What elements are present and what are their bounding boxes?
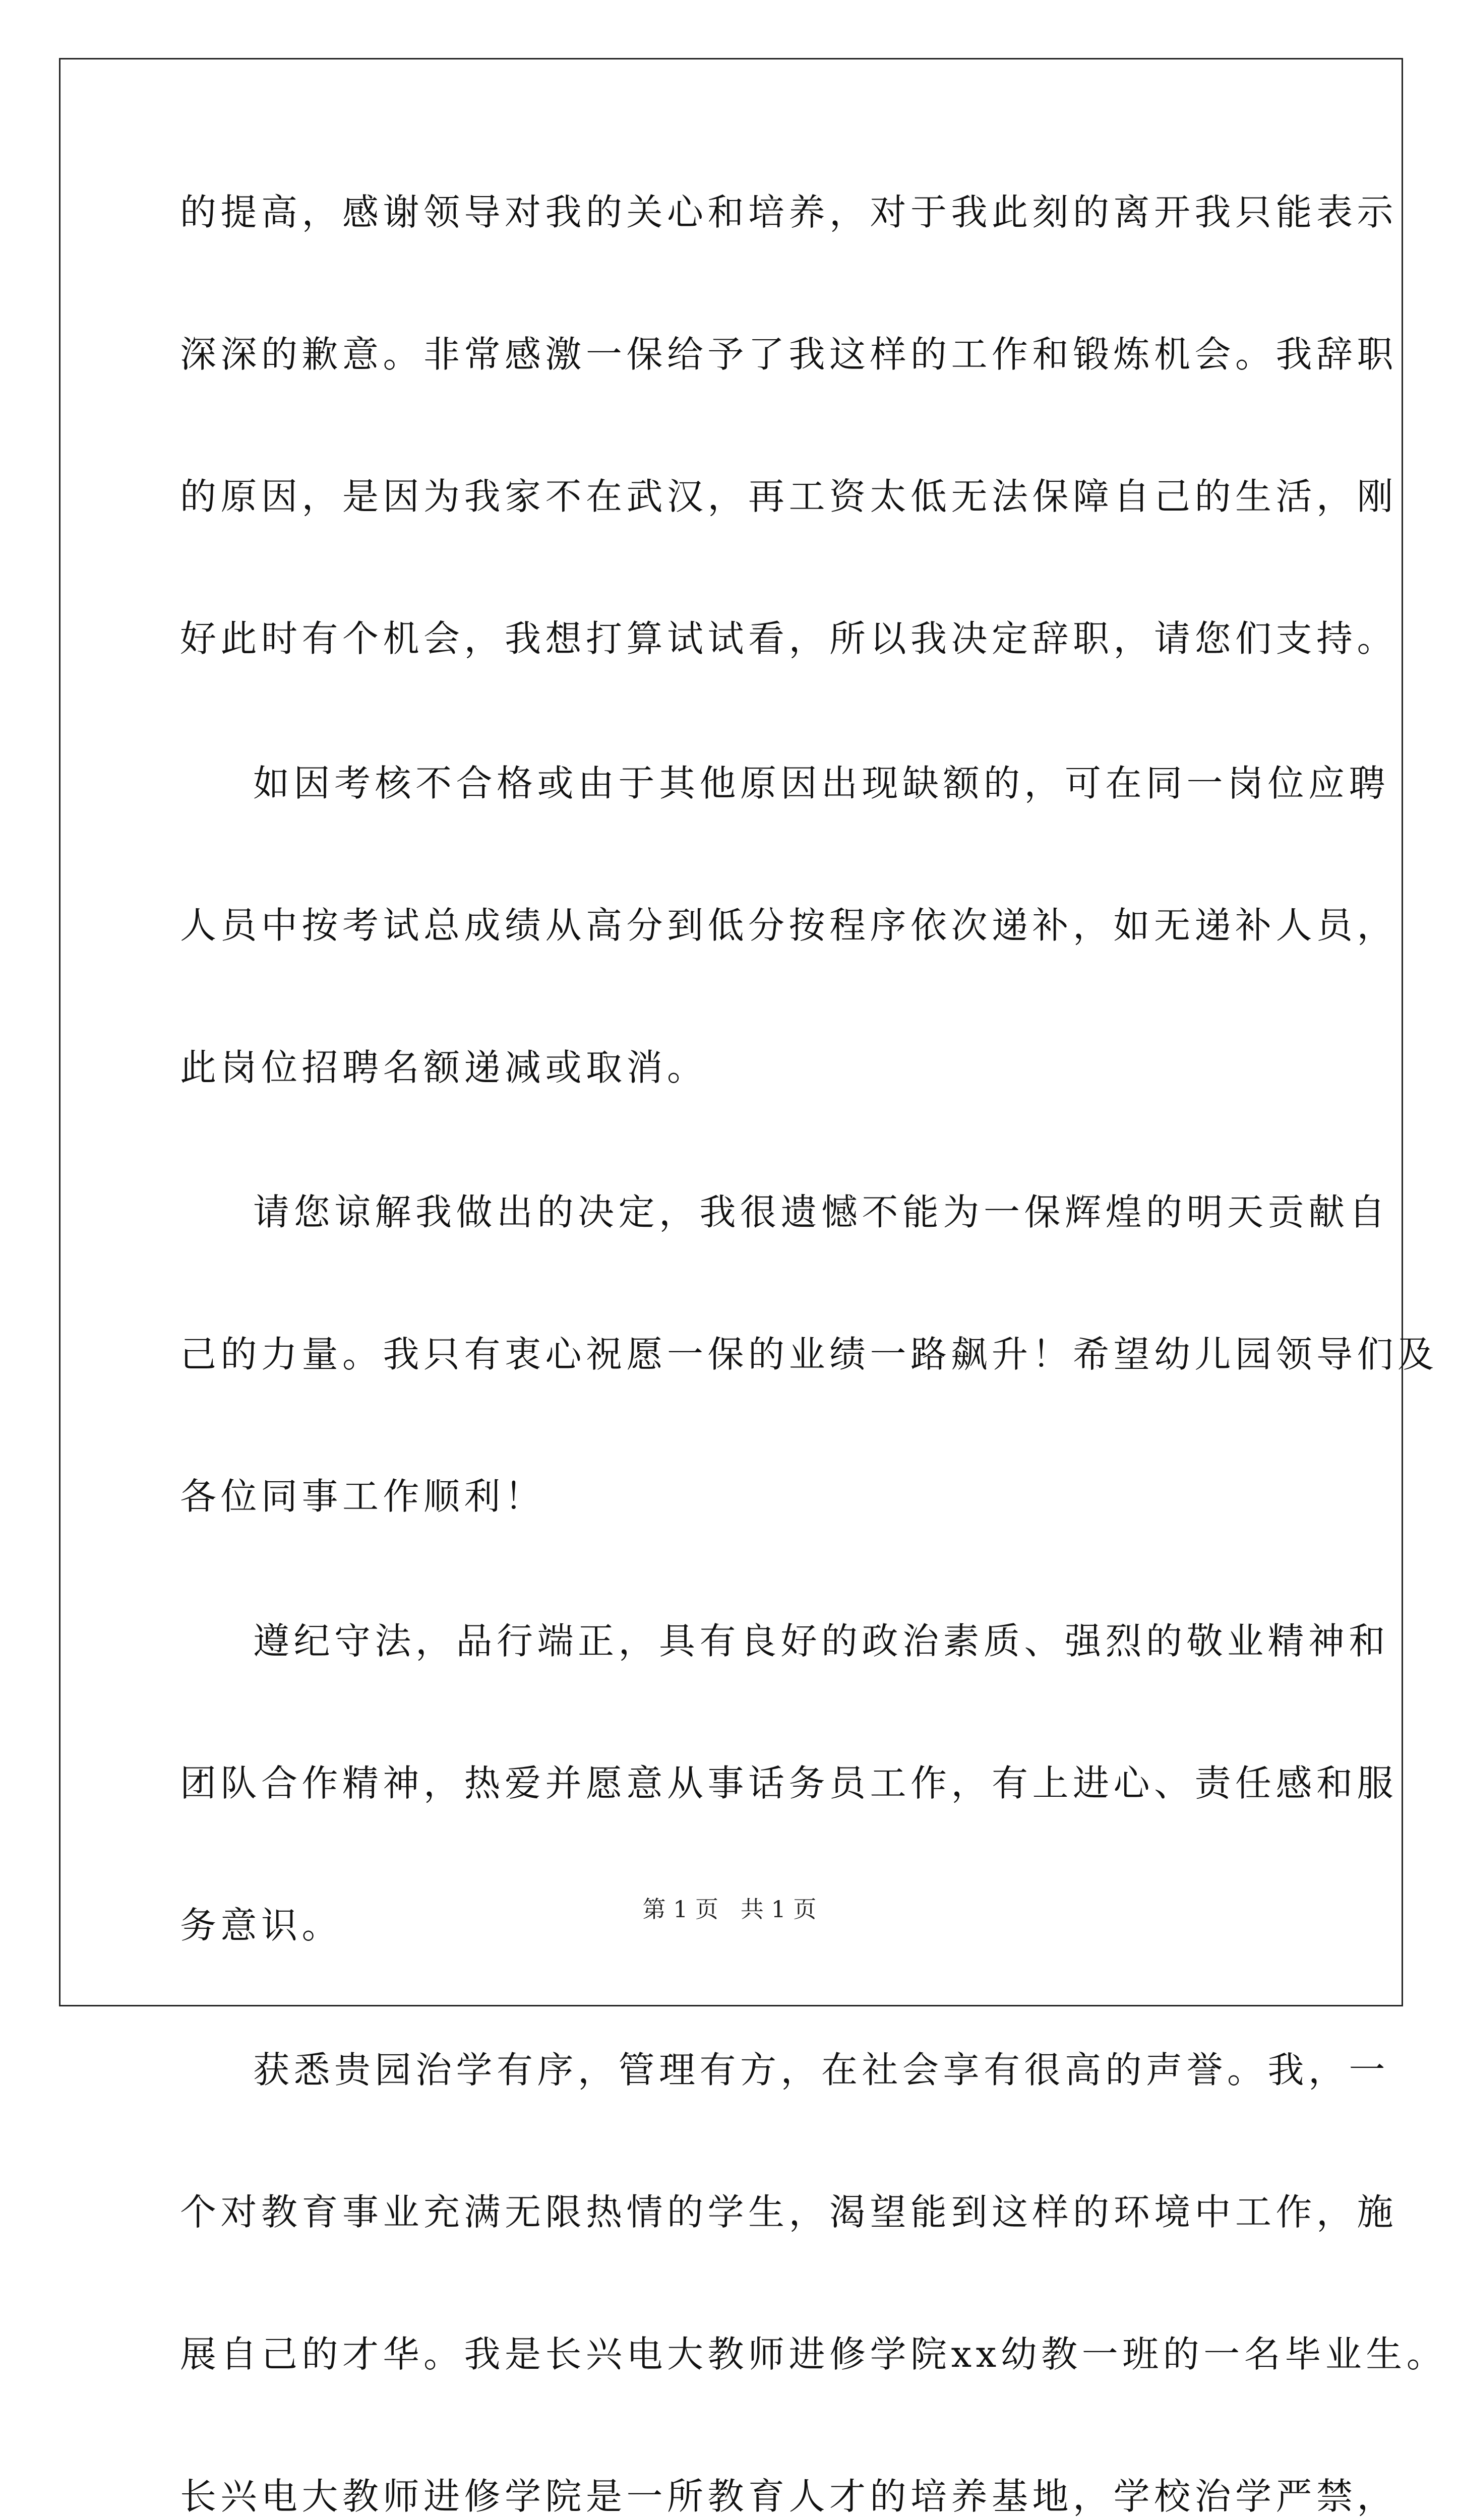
text-line: 请您谅解我做出的决定，我很遗憾不能为一保辉煌的明天贡献自 — [253, 1191, 1390, 1233]
paragraph-5 — [180, 2047, 1447, 2519]
paragraph-3 — [180, 1189, 1438, 1520]
text-line: 务意识。 — [180, 1904, 343, 1946]
text-line: 的提高，感谢领导对我的关心和培养，对于我此刻的离开我只能表示 — [180, 191, 1398, 233]
text-line: 深深的歉意。非常感激一保给予了我这样的工作和锻炼机会。我辞职 — [180, 333, 1398, 375]
text-line: 好此时有个机会，我想打算试试看，所以我决定辞职，请您们支持。 — [180, 617, 1398, 660]
text-line: 此岗位招聘名额递减或取消。 — [180, 1046, 708, 1089]
text-line: 团队合作精神，热爱并愿意从事话务员工作，有上进心、责任感和服 — [180, 1762, 1398, 1804]
text-line: 人员中按考试总成绩从高分到低分按程序依次递补，如无递补人员， — [180, 904, 1398, 947]
paragraph-2 — [180, 760, 1398, 1091]
text-line: 的原因，是因为我家不在武汉，再工资太低无法保障自己的生活，刚 — [180, 475, 1398, 518]
text-line: 长兴电大教师进修学院是一所教育人才的培养基地，学校治学严禁， — [180, 2475, 1398, 2517]
text-line: 如因考核不合格或由于其他原因出现缺额的，可在同一岗位应聘 — [253, 762, 1390, 804]
text-line: 个对教育事业充满无限热情的学生，渴望能到这样的环境中工作，施 — [180, 2191, 1398, 2233]
text-line: 各位同事工作顺利！ — [180, 1475, 545, 1518]
document-body — [180, 189, 1447, 2520]
text-line: 遵纪守法，品行端正，具有良好的政治素质、强烈的敬业精神和 — [253, 1620, 1390, 1662]
text-line: 获悉贵园治学有序，管理有方，在社会享有很高的声誉。我，一 — [253, 2049, 1390, 2091]
paragraph-1 — [180, 189, 1398, 662]
text-line: 己的力量。我只有衷心祝愿一保的业绩一路飙升！希望幼儿园领导们及 — [180, 1333, 1438, 1375]
page-number-footer: 第 1 页 共 1 页 — [642, 1896, 817, 1923]
text-line: 展自己的才华。我是长兴电大教师进修学院xx幼教一班的一名毕业生。 — [180, 2333, 1447, 2375]
